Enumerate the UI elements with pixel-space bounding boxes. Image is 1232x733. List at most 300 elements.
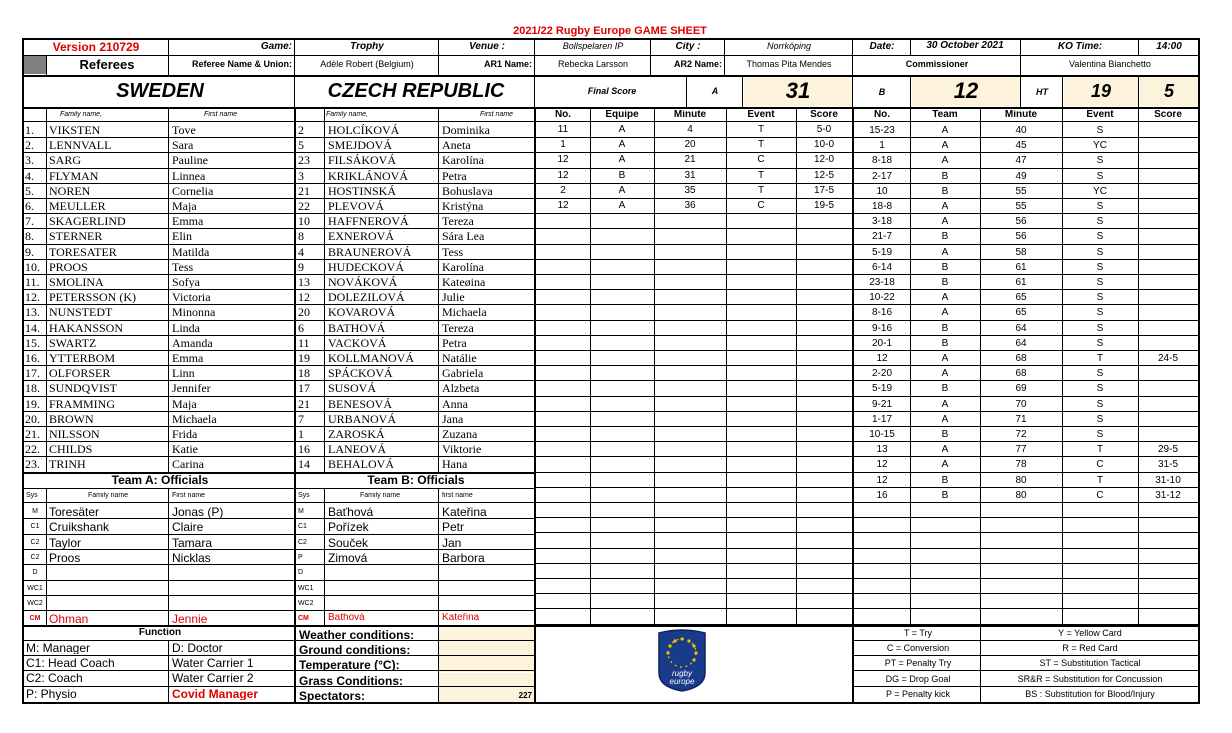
grid-line — [22, 121, 1200, 122]
team-a-player-family: CHILDS — [49, 443, 93, 456]
team-b-official-family: Souček — [328, 536, 369, 549]
grey-cell — [24, 56, 46, 74]
team-b-player-family: NOVÁKOVÁ — [328, 276, 398, 288]
event-code: S — [1096, 278, 1104, 288]
event-player-no: 12 — [876, 354, 888, 364]
grid-line — [22, 610, 536, 611]
team-b-official-role: C1 — [298, 523, 307, 531]
event-player-no: 8-16 — [871, 308, 892, 319]
team-b-player-family: BRAUNEROVÁ — [328, 245, 412, 258]
score-a-label: A — [711, 87, 719, 96]
function-left: C2: Coach — [26, 672, 83, 685]
team-b-player-family: BEHALOVÁ — [328, 458, 394, 471]
grid-line — [854, 152, 1200, 153]
team-a-player-number: 9. — [25, 245, 34, 258]
grid-line — [22, 472, 536, 474]
venue-value: Bollspelaren IP — [562, 42, 624, 51]
ar1-value: Rebecka Larsson — [557, 60, 629, 69]
team-a-player-number: 15. — [25, 336, 40, 349]
grid-line — [22, 396, 536, 397]
ar1-label: AR1 Name: — [483, 60, 532, 69]
event-team: A — [941, 217, 949, 228]
event-player-no: 5-19 — [871, 384, 892, 395]
team-b-player-number: 21 — [298, 397, 310, 410]
city-value: Norrköping — [766, 42, 812, 51]
team-a-player-number: 1. — [25, 124, 34, 136]
scoring-player-no: 12 — [557, 170, 569, 181]
event-team: A — [941, 414, 949, 425]
team-b-player-number: 4 — [298, 245, 304, 258]
grid-line — [854, 517, 1200, 518]
event-player-no: 18-8 — [871, 202, 892, 212]
grid-line — [536, 152, 854, 153]
scoring-event: T — [757, 170, 765, 181]
grid-line — [852, 75, 853, 108]
grid-line — [536, 320, 854, 321]
event-code: S — [1096, 293, 1104, 304]
team-b-player-first: Bohuslava — [442, 184, 493, 197]
team-b-player-number: 8 — [298, 230, 304, 243]
date-value: 30 October 2021 — [926, 41, 1004, 51]
event-code: C — [1096, 460, 1104, 471]
grid-line — [536, 532, 854, 533]
team-b-official-role: D — [298, 569, 304, 577]
grid-line — [852, 107, 854, 703]
team-b-player-first: Tereza — [442, 321, 474, 334]
team-b-player-family: VACKOVÁ — [328, 336, 387, 349]
team-a-player-family: SKAGERLIND — [49, 215, 126, 228]
team-a-player-number: 5. — [25, 184, 34, 197]
condition-label: Ground conditions: — [299, 644, 411, 657]
team-b-official-family: Bathová — [328, 613, 365, 624]
team-b-player-first: Hana — [442, 458, 468, 471]
team-b-player-family: EXNEROVÁ — [328, 230, 394, 243]
team-a-official-family: Toresäter — [49, 506, 100, 518]
event-code: S — [1096, 126, 1104, 136]
team-a-player-number: 17. — [25, 367, 40, 380]
event-score: 31-10 — [1155, 475, 1181, 486]
grid-line — [22, 213, 536, 214]
legend-left: P = Penalty kick — [885, 689, 951, 699]
team-a-player-first: Linda — [172, 321, 200, 334]
team-b-player-first: Kateøina — [442, 276, 486, 288]
event-minute: 65 — [1015, 293, 1027, 304]
event-minute: 61 — [1015, 278, 1027, 288]
legend-left: DG = Drop Goal — [885, 674, 951, 684]
team-a-official-first: Tamara — [172, 536, 213, 549]
event-player-no: 1 — [879, 141, 885, 152]
team-a-player-family: STERNER — [49, 230, 103, 243]
grid-line — [536, 517, 854, 518]
version-label: Version 210729 — [52, 41, 140, 53]
grid-line — [854, 640, 1200, 641]
event-team: A — [941, 369, 949, 380]
event-score: 29-5 — [1157, 445, 1178, 456]
grid-line — [536, 380, 854, 381]
team-b-official-family: Baťhová — [328, 506, 374, 518]
grid-line — [22, 456, 536, 457]
grid-line — [536, 487, 854, 488]
scoring-event: T — [757, 125, 765, 135]
referee-union-label: Referee Name & Union: — [191, 60, 292, 69]
grid-line — [854, 137, 1200, 138]
event-code: S — [1096, 414, 1104, 425]
legend-left: PT = Penalty Try — [884, 659, 952, 669]
team-b-official-role: WC1 — [298, 584, 314, 592]
team-a-player-number: 8. — [25, 230, 34, 243]
team-a-player-family: NILSSON — [49, 428, 100, 440]
grid-line — [854, 320, 1200, 321]
grid-line — [22, 259, 536, 260]
event-team: B — [941, 262, 949, 273]
event-code: S — [1096, 262, 1104, 273]
legend-right: BS : Substitution for Blood/Injury — [1025, 689, 1155, 699]
event-minute: 55 — [1015, 186, 1027, 197]
grid-line — [854, 441, 1200, 442]
event-minute: 56 — [1015, 217, 1027, 228]
team-a-official-family: Ohman — [49, 613, 89, 626]
grid-line — [536, 274, 854, 275]
event-team: A — [941, 156, 949, 167]
team-b-player-first: Jana — [442, 412, 464, 425]
ht-label: HT — [1036, 88, 1048, 97]
team-b-official-role: P — [298, 553, 303, 561]
team-b-player-number: 20 — [298, 306, 310, 319]
grid-line — [22, 549, 536, 550]
grid-line — [742, 75, 743, 108]
team-a-player-family: NOREN — [49, 184, 91, 197]
condition-label: Grass Conditions: — [299, 674, 404, 687]
team-a-player-first: Emma — [172, 352, 204, 364]
event-player-no: 15-23 — [869, 126, 895, 136]
event-player-no: 10-22 — [869, 293, 895, 304]
team-a-player-number: 12. — [25, 291, 40, 304]
team-b-player-first: Dominika — [442, 124, 490, 136]
event-player-no: 9-21 — [871, 399, 892, 410]
team-b-official-first: Jan — [442, 536, 462, 549]
event-player-no: 3-18 — [871, 217, 892, 228]
grid-line — [854, 655, 1200, 656]
scoring-player-no: 2 — [560, 185, 566, 196]
grid-line — [854, 578, 1200, 579]
team-a-name: SWEDEN — [116, 81, 204, 101]
grid-line — [168, 488, 169, 625]
grid-line — [536, 396, 854, 397]
team-b-official-first-header: first name — [442, 492, 473, 499]
event-minute: 72 — [1015, 430, 1027, 440]
event-minute: 64 — [1015, 338, 1027, 349]
team-b-first-header: First name — [480, 111, 514, 118]
scoring-event-header: Event — [747, 110, 775, 120]
grid-line — [296, 670, 534, 671]
event-code: S — [1096, 399, 1104, 410]
grid-line — [22, 183, 536, 184]
grid-line — [22, 441, 536, 442]
events-event-header: Event — [1086, 110, 1114, 120]
grid-line — [168, 38, 169, 76]
city-label: City : — [675, 42, 701, 52]
team-a-player-number: 14. — [25, 321, 40, 334]
grid-line — [22, 488, 536, 489]
event-minute: 40 — [1015, 126, 1027, 136]
grid-line — [1020, 75, 1021, 108]
scoring-score-header: Score — [810, 110, 838, 120]
grid-line — [22, 274, 536, 275]
grid-line — [536, 137, 854, 138]
event-minute: 70 — [1015, 399, 1027, 410]
condition-value: 227 — [518, 691, 532, 700]
team-a-player-family: HAKANSSON — [49, 321, 124, 334]
ht-b-value: 5 — [1163, 82, 1174, 100]
team-b-player-family: BENESOVÁ — [328, 397, 393, 410]
team-b-official-first: Kateřina — [442, 613, 480, 624]
grid-line — [536, 304, 854, 305]
rugby-europe-logo — [655, 629, 709, 693]
event-team: A — [941, 293, 949, 304]
event-minute: 49 — [1015, 171, 1027, 182]
grid-line — [854, 350, 1200, 351]
grid-line — [22, 168, 536, 169]
grid-line — [536, 548, 854, 549]
event-minute: 64 — [1015, 323, 1027, 334]
team-b-sys-header: Sys — [298, 492, 310, 499]
function-right: Covid Manager — [172, 687, 259, 700]
team-a-player-family: PETERSSON (K) — [49, 291, 137, 304]
team-b-player-first: Gabriela — [442, 367, 484, 380]
function-right: Water Carrier 2 — [172, 672, 254, 685]
event-player-no: 12 — [876, 460, 888, 471]
grid-line — [854, 456, 1200, 457]
team-b-player-number: 17 — [298, 382, 310, 395]
team-b-player-number: 18 — [298, 367, 310, 380]
team-a-player-number: 16. — [25, 352, 40, 364]
grid-line — [22, 502, 536, 503]
grid-line — [1062, 75, 1063, 108]
grid-line — [854, 487, 1200, 488]
event-code: S — [1096, 369, 1104, 380]
team-a-first-header: First name — [204, 111, 238, 118]
event-team: B — [941, 323, 949, 334]
team-b-player-family: SPÁCKOVÁ — [328, 367, 393, 380]
score-b-label: B — [878, 88, 886, 97]
event-team: A — [941, 445, 949, 456]
team-b-player-first: Tess — [442, 245, 464, 258]
grid-line — [22, 244, 536, 245]
scoring-player-no: 1 — [560, 140, 566, 151]
events-team-header: Team — [932, 110, 958, 120]
team-b-player-number: 3 — [298, 169, 304, 182]
grid-line — [590, 107, 591, 625]
grid-line — [854, 259, 1200, 260]
ko-value: 14:00 — [1156, 42, 1182, 52]
legend-right: SR&R = Substitution for Concussion — [1017, 674, 1163, 684]
condition-label: Temperature (°C): — [299, 659, 400, 672]
event-player-no: 23-18 — [869, 278, 895, 288]
event-team: B — [941, 232, 949, 243]
grid-line — [536, 426, 854, 427]
event-score: 31-5 — [1157, 460, 1178, 471]
grid-line — [22, 564, 536, 565]
team-a-player-family: NUNSTEDT — [49, 306, 113, 319]
commissioner-label: Commissioner — [905, 60, 969, 69]
event-minute: 47 — [1015, 156, 1027, 167]
team-a-official-first: Jonas (P) — [172, 506, 224, 518]
team-b-player-number: 12 — [298, 291, 310, 304]
date-label: Date: — [869, 42, 895, 52]
grid-line — [536, 563, 854, 564]
team-a-official-role: D — [32, 569, 38, 577]
team-a-official-role: C2 — [30, 538, 40, 546]
event-minute: 71 — [1015, 414, 1027, 425]
function-left: C1: Head Coach — [26, 657, 115, 670]
team-a-player-family: SARG — [49, 154, 82, 167]
team-b-player-family: HOSTINSKÁ — [328, 184, 397, 197]
ar2-value: Thomas Pita Mendes — [746, 60, 832, 69]
grid-line — [854, 472, 1200, 473]
team-a-player-first: Sara — [172, 139, 194, 152]
grid-line — [22, 335, 536, 336]
scoring-event: T — [757, 140, 765, 151]
scoring-minute-header: Minute — [673, 110, 707, 120]
team-a-player-family: OLFORSER — [49, 367, 111, 380]
team-a-player-first: Linn — [172, 367, 195, 380]
team-a-player-number: 19. — [25, 397, 40, 410]
event-player-no: 6-14 — [871, 262, 892, 273]
sheet-title: 2021/22 Rugby Europe GAME SHEET — [513, 26, 707, 37]
event-minute: 77 — [1015, 445, 1027, 456]
team-a-player-family: TRINH — [49, 458, 86, 471]
scoring-minute: 4 — [687, 125, 693, 135]
event-minute: 55 — [1015, 202, 1027, 212]
grid-line — [536, 456, 854, 457]
scoring-no-header: No. — [554, 110, 572, 120]
team-a-player-first: Sofya — [172, 276, 200, 288]
grid-line — [854, 670, 1200, 671]
grid-line — [22, 289, 536, 290]
team-b-player-family: HOLCÍKOVÁ — [328, 124, 400, 136]
team-a-player-number: 10. — [25, 260, 40, 273]
team-a-player-number: 6. — [25, 200, 34, 212]
function-left: M: Manager — [26, 642, 91, 654]
event-minute: 68 — [1015, 369, 1027, 380]
grid-line — [22, 365, 536, 366]
ko-label: KO Time: — [1057, 42, 1103, 52]
grid-line — [22, 198, 536, 199]
event-minute: 80 — [1015, 490, 1027, 501]
team-a-player-first: Katie — [172, 443, 198, 456]
function-right: D: Doctor — [172, 642, 223, 654]
grid-line — [534, 107, 536, 703]
event-team: B — [941, 430, 949, 440]
team-a-player-first: Amanda — [172, 336, 213, 349]
team-a-player-number: 23. — [25, 458, 40, 471]
grid-line — [796, 107, 797, 625]
team-b-official-role: WC2 — [298, 599, 314, 607]
team-a-player-family: MEULLER — [49, 200, 106, 212]
event-code: S — [1096, 384, 1104, 395]
team-b-player-family: KRIKLÁNOVÁ — [328, 169, 408, 182]
grid-line — [534, 38, 535, 76]
scoring-team: A — [618, 155, 626, 166]
event-code: S — [1096, 156, 1104, 167]
team-a-official-family: Proos — [49, 551, 81, 564]
team-a-player-family: BROWN — [49, 412, 94, 425]
grid-line — [854, 593, 1200, 594]
team-b-player-family: KOLLMANOVÁ — [328, 352, 414, 364]
event-team: A — [941, 399, 949, 410]
grid-line — [22, 625, 1200, 627]
scoring-minute: 20 — [684, 140, 696, 151]
event-score: 24-5 — [1157, 354, 1178, 364]
scoring-event: T — [757, 185, 765, 196]
grid-line — [22, 595, 536, 596]
team-b-player-first: Alzbeta — [442, 382, 480, 395]
event-minute: 56 — [1015, 232, 1027, 243]
grid-line — [168, 640, 169, 703]
condition-label: Spectators: — [299, 689, 366, 702]
grid-line — [22, 640, 294, 641]
event-team: A — [941, 460, 949, 471]
team-a-player-number: 18. — [25, 382, 40, 395]
team-b-player-number: 13 — [298, 276, 310, 288]
team-b-player-number: 14 — [298, 458, 310, 471]
team-b-official-role: CM — [298, 615, 309, 623]
team-a-sys-header: Sys — [26, 492, 38, 499]
team-a-official-role: M — [32, 508, 38, 515]
grid-line — [22, 655, 294, 656]
team-b-player-number: 9 — [298, 260, 304, 273]
grid-line — [654, 107, 655, 625]
team-b-player-first: Petra — [442, 169, 467, 182]
team-a-player-number: 2. — [25, 139, 34, 152]
grid-line — [22, 534, 536, 535]
event-team: B — [941, 384, 949, 395]
team-a-official-first-header: First name — [172, 492, 206, 499]
grid-line — [22, 228, 536, 229]
grid-line — [854, 426, 1200, 427]
grid-line — [536, 228, 854, 229]
event-team: A — [941, 141, 949, 152]
team-a-player-first: Frida — [172, 428, 198, 440]
grid-line — [536, 350, 854, 351]
event-team: B — [941, 278, 949, 288]
grid-line — [536, 183, 854, 184]
team-b-player-family: DOLEZILOVÁ — [328, 291, 405, 304]
grid-line — [854, 198, 1200, 199]
legend-right: Y = Yellow Card — [1058, 629, 1122, 638]
team-b-player-family: HUDECKOVÁ — [328, 260, 404, 273]
team-a-official-role: C2 — [30, 553, 40, 561]
grid-line — [438, 107, 439, 473]
event-player-no: 20-1 — [871, 338, 892, 349]
event-score: 31-12 — [1155, 490, 1181, 501]
grid-line — [1138, 38, 1139, 56]
event-code: S — [1096, 430, 1104, 440]
team-b-player-family: LANEOVÁ — [328, 443, 386, 456]
event-player-no: 21-7 — [871, 232, 892, 243]
grid-line — [854, 244, 1200, 245]
ar2-label: AR2 Name: — [673, 60, 722, 69]
event-team: B — [941, 490, 949, 501]
team-a-official-family: Cruikshank — [49, 521, 110, 534]
team-a-officials-title: Team A: Officials — [111, 474, 209, 486]
team-a-player-number: 11. — [25, 276, 40, 288]
event-team: B — [941, 338, 949, 349]
team-a-official-first: Claire — [172, 521, 204, 534]
events-minute-header: Minute — [1004, 110, 1038, 120]
team-b-player-family: PLEVOVÁ — [328, 200, 384, 212]
grid-line — [22, 107, 1200, 109]
